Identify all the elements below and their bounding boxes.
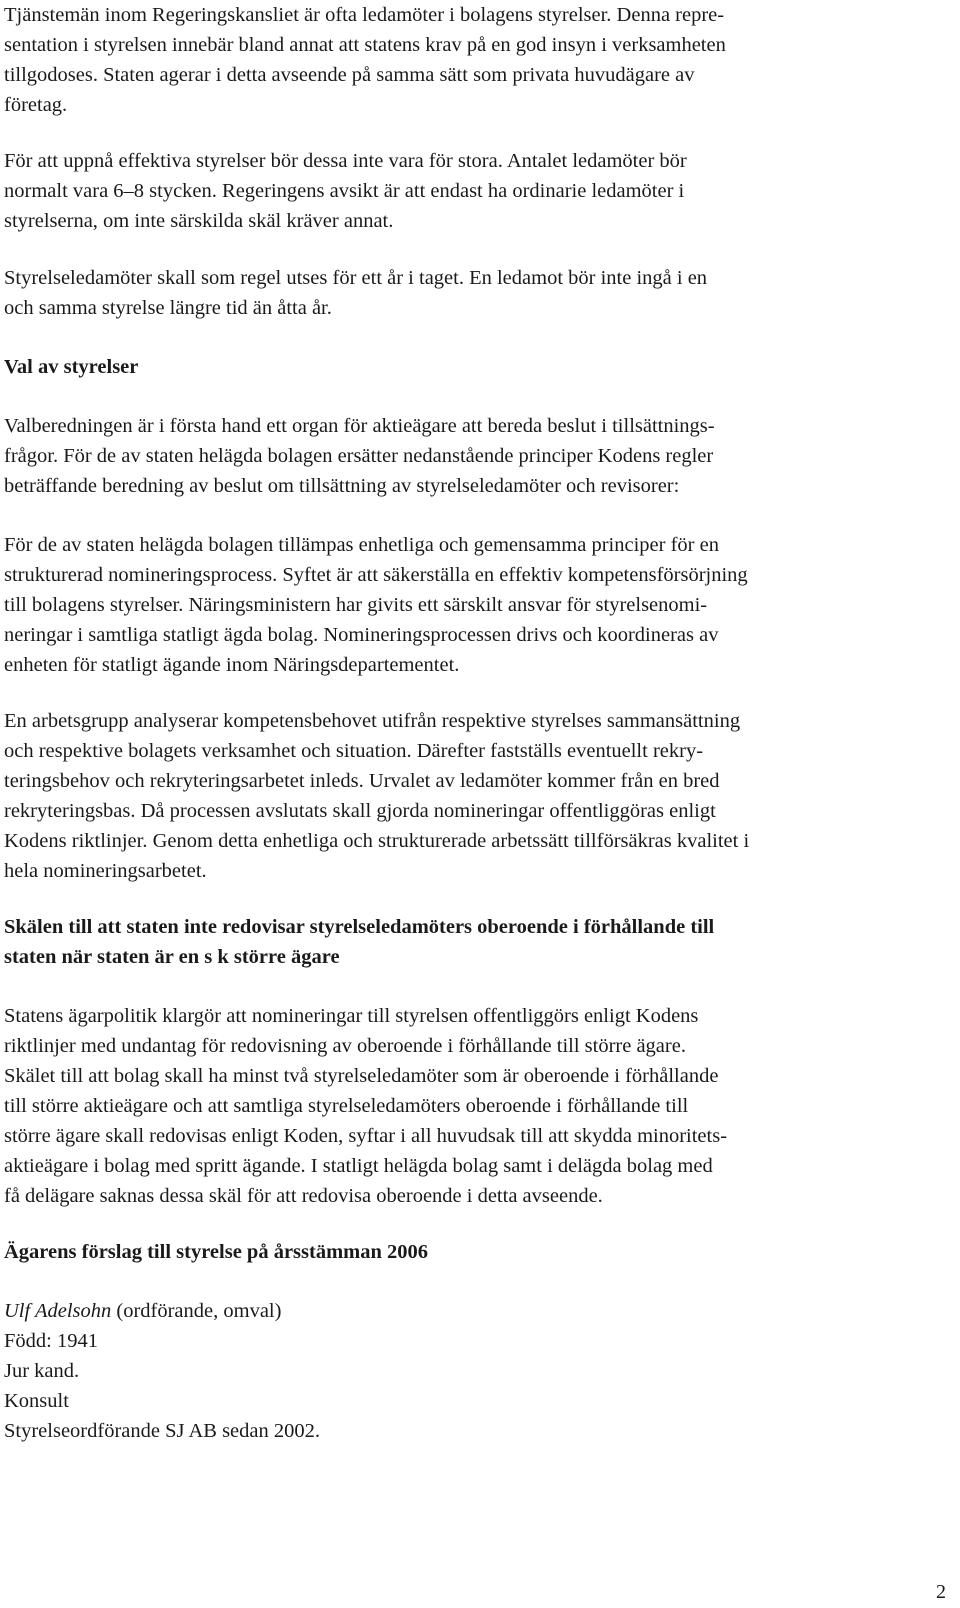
text-line: Statens ägarpolitik klargör att nomineringar till styrelsen offentliggörs enligt Kodens: [4, 1005, 699, 1027]
paragraph-term: [4, 263, 939, 323]
text-line: till större aktieägare och att samtliga styrelseledamöters oberoende i förhållande till: [4, 1095, 689, 1117]
nominee-name-line: [4, 1296, 939, 1326]
text-line: rekryteringsbas. Då processen avslutats skall gjorda nomineringar offentliggöras enligt: [4, 800, 716, 822]
text-line: aktieägare i bolag med spritt ägande. I statligt helägda bolag samt i delägda bolag med: [4, 1155, 713, 1177]
paragraph-arbetsgrupp: [4, 706, 939, 886]
heading-text: staten när staten är en s k större ägare: [4, 946, 340, 968]
text-line: till bolagens styrelser. Näringsministern har givits ett särskilt ansvar för styrelsenomi-: [4, 594, 708, 616]
nominee-entry: [4, 1296, 939, 1446]
nominee-role: (ordförande, omval): [111, 1300, 282, 1322]
text-line: styrelserna, om inte särskilda skäl kräver annat.: [4, 210, 394, 232]
text-line: För de av staten helägda bolagen tillämpas enhetliga och gemensamma principer för en: [4, 534, 719, 556]
text-line: större ägare skall redovisas enligt Koden, syftar i all huvudsak till att skydda minoritets-: [4, 1125, 728, 1147]
text-line: sentation i styrelsen innebär bland annat att statens krav på en god insyn i verksamheten: [4, 34, 726, 56]
text-line: Skälet till att bolag skall ha minst två styrelseledamöter som är oberoende i förhållande: [4, 1065, 719, 1087]
text-line: Valberedningen är i första hand ett organ för aktieägare att bereda beslut i tillsättnings-: [4, 415, 715, 437]
text-line: företag.: [4, 94, 68, 116]
section-heading-agarens-forslag: [4, 1237, 939, 1267]
text-line: En arbetsgrupp analyserar kompetensbehovet utifrån respektive styrelses sammansättning: [4, 710, 741, 732]
section-heading-skalen: [4, 912, 939, 972]
text-line: strukturerad nomineringsprocess. Syftet är att säkerställa en effektiv kompetensförsörjning: [4, 564, 748, 586]
page-number: 2: [936, 1581, 946, 1603]
paragraph-agarpolitik: [4, 1001, 939, 1211]
text-line: Kodens riktlinjer. Genom detta enhetliga och strukturerade arbetssätt tillförsäkras kvalitet i: [4, 830, 750, 852]
text-line: neringar i samtliga statligt ägda bolag. Nomineringsprocessen drivs och koordineras av: [4, 624, 719, 646]
text-line: Styrelseledamöter skall som regel utses för ett år i taget. En ledamot bör inte ingå i en: [4, 267, 708, 289]
nominee-name: Ulf Adelsohn: [4, 1300, 112, 1322]
text-line: Tjänstemän inom Regeringskansliet är ofta ledamöter i bolagens styrelser. Denna repre-: [4, 4, 725, 26]
nominee-degree: Jur kand.: [4, 1360, 80, 1382]
document-page: [4, 0, 939, 1608]
text-line: För att uppnå effektiva styrelser bör dessa inte vara för stora. Antalet ledamöter bör: [4, 150, 687, 172]
text-line: frågor. För de av staten helägda bolagen ersätter nedanstående principer Kodens regler: [4, 445, 714, 467]
text-line: normalt vara 6–8 stycken. Regeringens avsikt är att endast ha ordinarie ledamöter i: [4, 180, 685, 202]
text-line: tillgodoses. Staten agerar i detta avseende på samma sätt som privata huvudägare av: [4, 64, 695, 86]
paragraph-nominering-principer: [4, 530, 939, 680]
text-line: teringsbehov och rekryteringsarbetet inleds. Urvalet av ledamöter kommer från en bred: [4, 770, 720, 792]
paragraph-intro: [4, 0, 939, 120]
text-line: och respektive bolagets verksamhet och situation. Därefter fastställs eventuellt rekry-: [4, 740, 704, 762]
text-line: beträffande beredning av beslut om tillsättning av styrelseledamöter och revisorer:: [4, 475, 680, 497]
nominee-position: Styrelseordförande SJ AB sedan 2002.: [4, 1420, 320, 1442]
nominee-occupation: Konsult: [4, 1390, 69, 1412]
section-heading-val-av-styrelser: [4, 352, 939, 382]
text-line: hela nomineringsarbetet.: [4, 860, 207, 882]
paragraph-valberedning: [4, 411, 939, 501]
heading-text: Ägarens förslag till styrelse på årsstämman 2006: [4, 1241, 429, 1263]
text-line: få delägare saknas dessa skäl för att redovisa oberoende i detta avseende.: [4, 1185, 603, 1207]
heading-text: Val av styrelser: [4, 356, 139, 378]
heading-text: Skälen till att staten inte redovisar styrelseledamöters oberoende i förhållande till: [4, 916, 715, 938]
nominee-born: Född: 1941: [4, 1330, 98, 1352]
text-line: riktlinjer med undantag för redovisning av oberoende i förhållande till större ägare.: [4, 1035, 686, 1057]
text-line: enheten för statligt ägande inom Näringsdepartementet.: [4, 654, 460, 676]
text-line: och samma styrelse längre tid än åtta år.: [4, 297, 332, 319]
paragraph-board-size: [4, 146, 939, 236]
